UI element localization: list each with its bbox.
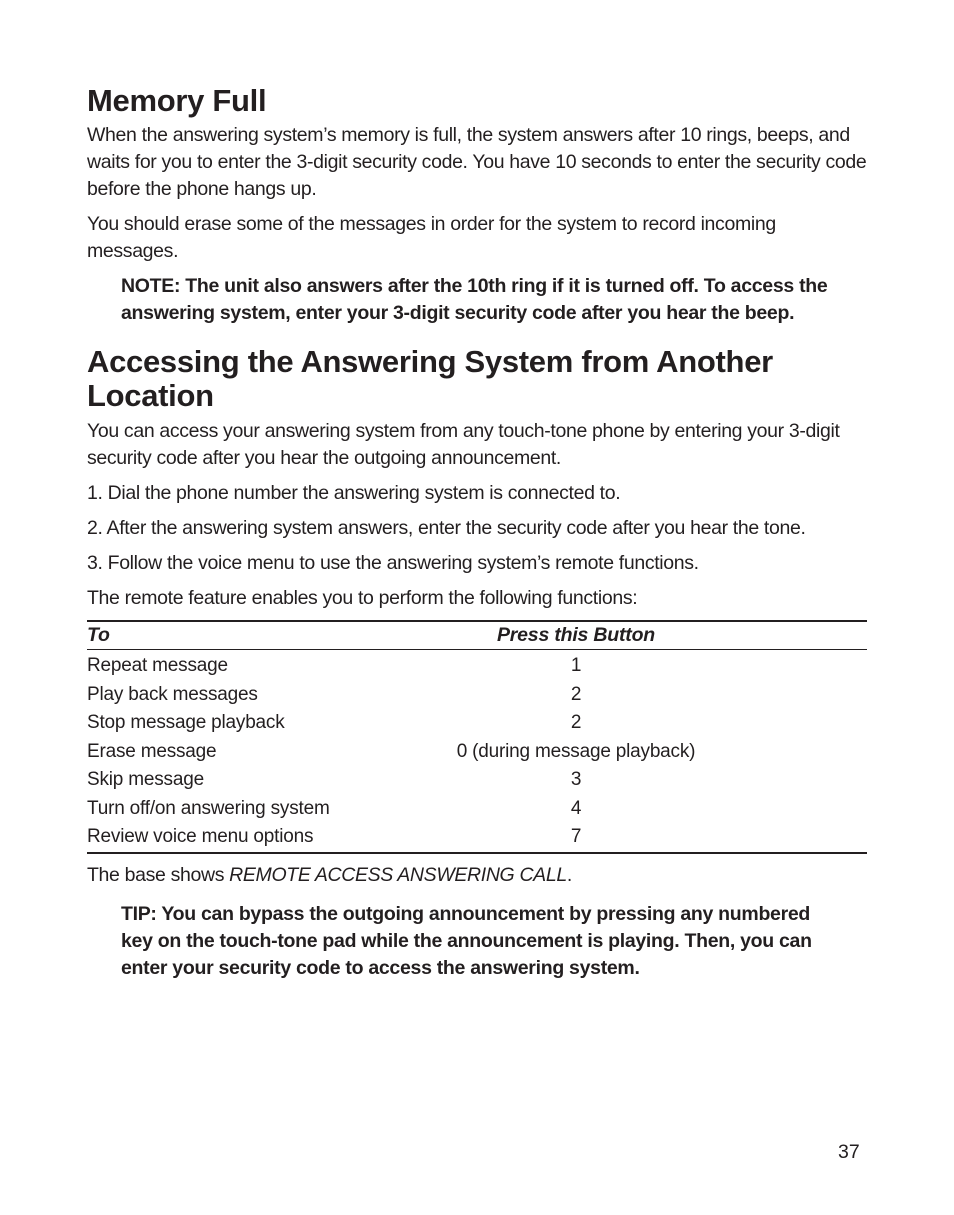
table-cell-function: Review voice menu options [87,823,387,853]
table-row [87,738,867,767]
table-cell-button: 7 [387,823,765,853]
table-row [87,795,867,824]
table-cell-button: 1 [570,655,582,677]
table-row [87,709,867,738]
remote-access-intro: You can access your answering system from any touch-tone phone by entering your 3-digit security code after you hear the outgoing announcement. [87,420,840,469]
table-row [87,650,867,681]
table-header-press-button: Press this Button [387,621,765,650]
base-shows-prefix: The base shows [87,863,230,886]
tip-note: TIP: You can bypass the outgoing announcement by pressing any numbered key on the touch-tone pad while the announcement is playing. Then, you can enter your security code to access the answering system. [121,902,812,979]
step-2: 2. After the answering system answers, enter the security code after you hear the tone. [87,517,806,539]
functions-intro: The remote feature enables you to perform the following functions: [87,587,638,609]
table-row [87,681,867,710]
table-header-spacer [765,621,867,650]
table-cell-spacer [765,766,867,795]
page-number: 37 [838,1141,860,1163]
memory-full-paragraph-1: When the answering system’s memory is full, the system answers after 10 rings, beeps, and waits for you to enter the 3-digit security code. You have 10 seconds to enter the security code before the phone hangs up. [87,124,867,200]
memory-full-paragraph-2: You should erase some of the messages in order for the system to record incoming messages. [87,213,776,262]
memory-full-heading: Memory Full [87,83,267,118]
remote-functions-table [87,620,867,854]
page-content [87,84,867,982]
step-1: 1. Dial the phone number the answering system is connected to. [87,482,621,504]
base-shows-suffix: . [566,863,572,886]
table-cell-button: 2 [570,683,582,705]
table-cell-function: Erase message [87,740,217,762]
table-header-row [87,621,867,650]
table-cell-spacer [765,795,867,824]
table-cell-spacer [765,681,867,710]
table-cell-button: 4 [570,797,582,819]
table-row [87,766,867,795]
remote-access-heading: Accessing the Answering System from Another Location [87,344,773,413]
table-cell-spacer [765,709,867,738]
step-3: 3. Follow the voice menu to use the answering system’s remote functions. [87,552,699,574]
table-cell-function: Play back messages [87,683,258,705]
base-shows-text [87,862,867,889]
table-header-to: To [87,621,387,650]
table-cell-function: Stop message playback [87,712,285,734]
base-shows-display-text: REMOTE ACCESS ANSWERING CALL [229,863,567,886]
table-cell-function: Repeat message [87,655,228,677]
table-row [87,823,867,853]
table-cell-button: 2 [570,712,582,734]
table-cell-button: 3 [570,769,582,791]
table-cell-spacer [765,738,867,767]
table-cell-spacer [765,823,867,853]
table-cell-spacer [765,650,867,681]
table-cell-function: Turn off/on answering system [87,797,330,819]
memory-full-note: NOTE: The unit also answers after the 10th ring if it is turned off. To access the answering system, enter your 3-digit security code after you hear the beep. [121,275,828,324]
table-cell-function: Skip message [87,769,204,791]
table-cell-button: 0 (during message playback) [456,740,696,762]
